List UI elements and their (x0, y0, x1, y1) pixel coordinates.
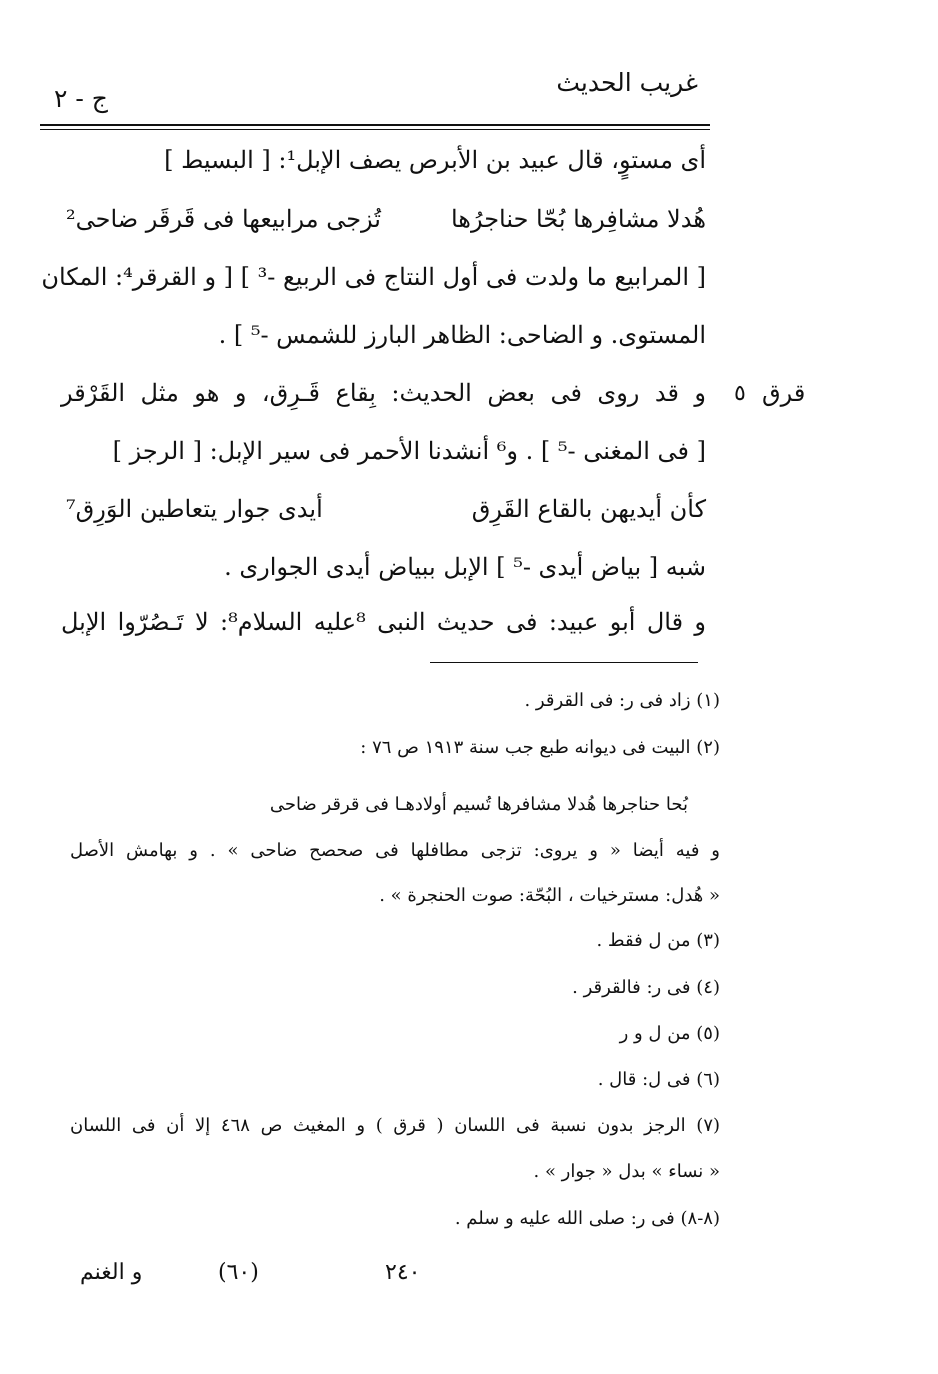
footnote: « هُدل: مسترخيات ، البُحّة: صوت الحنجرة » . (379, 885, 720, 906)
footnote: (٤) فى ر: فالقرقر . (572, 977, 720, 998)
running-title: غريب الحديث (556, 68, 698, 97)
verse-hemistich: كأن أيديهن بالقاع القَرِق (471, 495, 706, 523)
footnote: « نساء » بدل « جوار » . (533, 1161, 720, 1182)
verse-hemistich: هُدلا مشافِرها بُحّا حناجرُها (450, 205, 706, 233)
footnote-verse: بُحا حناجرها هُدلا مشافرها تُسيم أولادهـا فى قرقر ضاحى (269, 794, 688, 815)
footnote: (٥) من ل و ر (619, 1023, 720, 1044)
footnote: (١) زاد فى ر: فى القرقر . (524, 690, 720, 711)
footnote: (٧) الرجز بدون نسبة فى اللسان ( قرق ) و المغيث ص ٤٦٨ إلا أن فى اللسان (70, 1115, 721, 1136)
text-line: [ المرابيع ما ولدت فى أول النتاج فى الربيع -³ ] [ و القرقر⁴: المكان (41, 263, 706, 291)
footnote-separator (430, 662, 698, 663)
catchword: و الغنم (80, 1260, 143, 1285)
text-line: أى مستوٍ، قال عبيد بن الأبرص يصف الإبل¹: [ البسيط ] (164, 146, 706, 174)
footnote: (٣) من ل فقط . (596, 930, 720, 951)
volume-label: ج - ٢ (54, 84, 108, 113)
header-rule-thin (40, 129, 710, 130)
verse-hemistich: تُزجى مرابيعها فى قَرقَر ضاحى² (66, 205, 381, 233)
part-number: (٦٠) (218, 1260, 259, 1285)
page-number: ٢٤٠ (385, 1260, 421, 1285)
verse-hemistich: أيدى جوار يتعاطين الوَرِق⁷ (66, 495, 323, 523)
footnote: (٦) فى ل: قال . (597, 1069, 720, 1090)
footnote: (٨-٨) فى ر: صلى الله عليه و سلم . (454, 1208, 720, 1229)
footnote: و فيه أيضا « و يروى: تزجى مطافلها فى صحصح ضاحى » . و بهامش الأصل (70, 840, 720, 861)
text-line: شبه [ بياض أيدى -⁵ ] الإبل ببياض أيدى الجوارى . (224, 553, 706, 581)
margin-headword: قرق (762, 379, 806, 407)
text-line: المستوى. و الضاحى: الظاهر البارز للشمس -⁵ ] . (218, 321, 706, 349)
line-number: ٥ (734, 381, 746, 406)
footnote: (٢) البيت فى ديوانه طبع جب سنة ١٩١٣ ص ٧٦ : (360, 737, 720, 758)
header-rule (40, 124, 710, 126)
text-line: [ فى المغنى -⁵ ] . و⁶ أنشدنا الأحمر فى سير الإبل: [ الرجز ] (112, 437, 706, 465)
text-line: و قد روى فى بعض الحديث: بِقاع قَـرِق، و هو مثل القَرْقر (61, 379, 706, 407)
text-line: و قال أبو عبيد: فى حديث النبى ⁸عليه السلام⁸: لا تَـصُرّوا الإبل (61, 608, 707, 636)
